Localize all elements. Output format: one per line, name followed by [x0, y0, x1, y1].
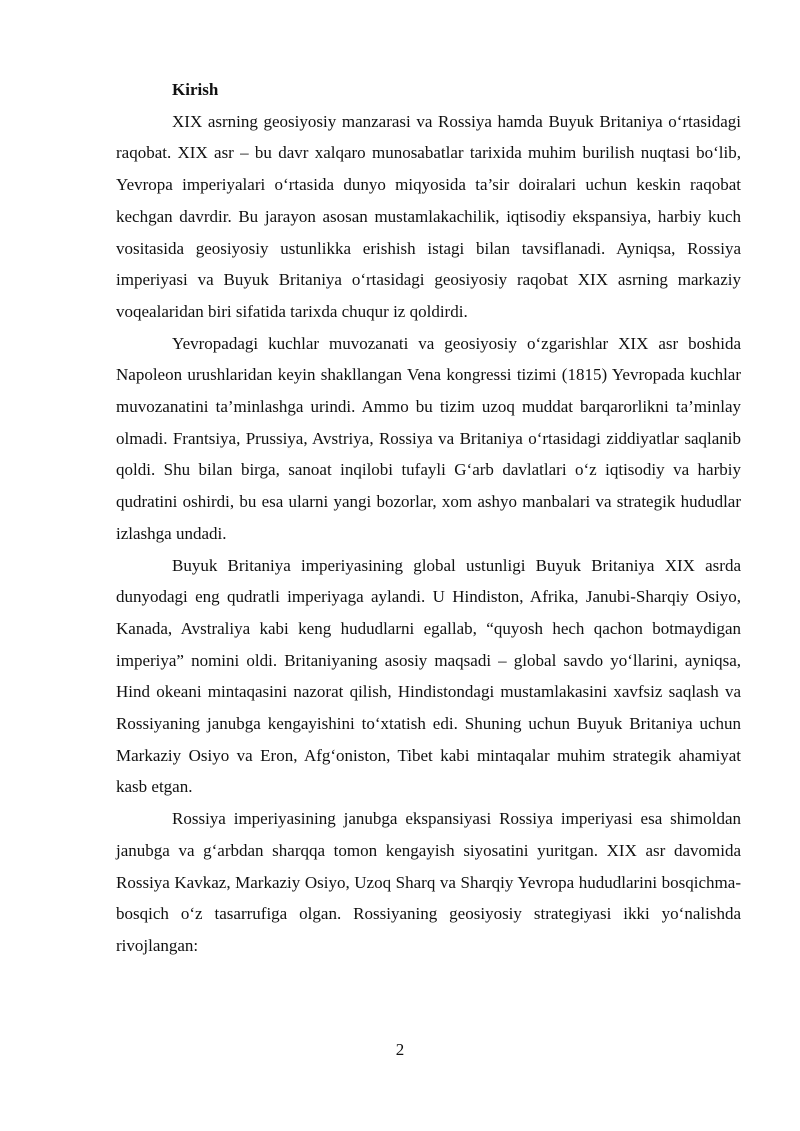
paragraph-intro: XIX asrning geosiyosiy manzarasi va Rossiya hamda Buyuk Britaniya o‘rtasidagi raqobat. XIX asr – bu davr xalqaro munosabatlar tarixida muhim burilish nuqtasi bo‘lib, Yevropa imperiyalari o‘rtasida dunyo miqyosida ta’sir doiralari uchun keskin raqobat kechgan davrdir. Bu jarayon asosan mustamlakachilik, iqtisodiy ekspansiya, harbiy kuch vositasida geosiyosiy ustunlikka erishish istagi bilan tavsiflanadi. Ayniqsa, Rossiya imperiyasi va Buyuk Britaniya o‘rtasidagi geosiyosiy raqobat XIX asrning markaziy voqealaridan biri sifatida tarixda chuqur iz qoldirdi.	[116, 111, 741, 321]
section-heading: Kirish	[172, 80, 219, 99]
paragraph-europe-balance: Yevropadagi kuchlar muvozanati va geosiyosiy o‘zgarishlar XIX asr boshida Napoleon urushlaridan keyin shakllangan Vena kongressi tizimi (1815) Yevropada kuchlar muvozanatini ta’minlashga urindi. Ammo bu tizim uzoq muddat barqarorlikni ta’minlay olmadi. Frantsiya, Prussiya, Avstriya, Rossiya va Britaniya o‘rtasidagi ziddiyatlar saqlanib qoldi. Shu bilan birga, sanoat inqilobi tufayli G‘arb davlatlari o‘z iqtisodiy va harbiy qudratini oshirdi, bu esa ularni yangi bozorlar, xom ashyo manbalari va strategik hududlar izlashga undadi.	[116, 333, 741, 543]
document-page	[116, 74, 741, 962]
paragraph-british-empire: Buyuk Britaniya imperiyasining global ustunligi Buyuk Britaniya XIX asrda dunyodagi eng qudratli imperiyaga aylandi. U Hindiston, Afrika, Janubi-Sharqiy Osiyo, Kanada, Avstraliya kabi keng hududlarni egallab, “quyosh hech qachon botmaydigan imperiya” nomini oldi. Britaniyaning asosiy maqsadi – global savdo yo‘llarini, ayniqsa, Hind okeani mintaqasini nazorat qilish, Hindistondagi mustamlakasini xavfsiz saqlash va Rossiyaning janubga kengayishini to‘xtatish edi. Shuning uchun Buyuk Britaniya uchun Markaziy Osiyo va Eron, Afg‘oniston, Tibet kabi mintaqalar muhim strategik ahamiyat kasb etgan.	[116, 555, 741, 797]
paragraph-russian-expansion: Rossiya imperiyasining janubga ekspansiyasi Rossiya imperiyasi esa shimoldan janubga va g‘arbdan sharqqa tomon kengayish siyosatini yuritgan. XIX asr davomida Rossiya Kavkaz, Markaziy Osiyo, Uzoq Sharq va Sharqiy Yevropa hududlarini bosqichma-bosqich o‘z tasarrufiga olgan. Rossiyaning geosiyosiy strategiyasi ikki yo‘nalishda rivojlangan:	[116, 809, 741, 955]
page-number: 2	[395, 1040, 405, 1059]
